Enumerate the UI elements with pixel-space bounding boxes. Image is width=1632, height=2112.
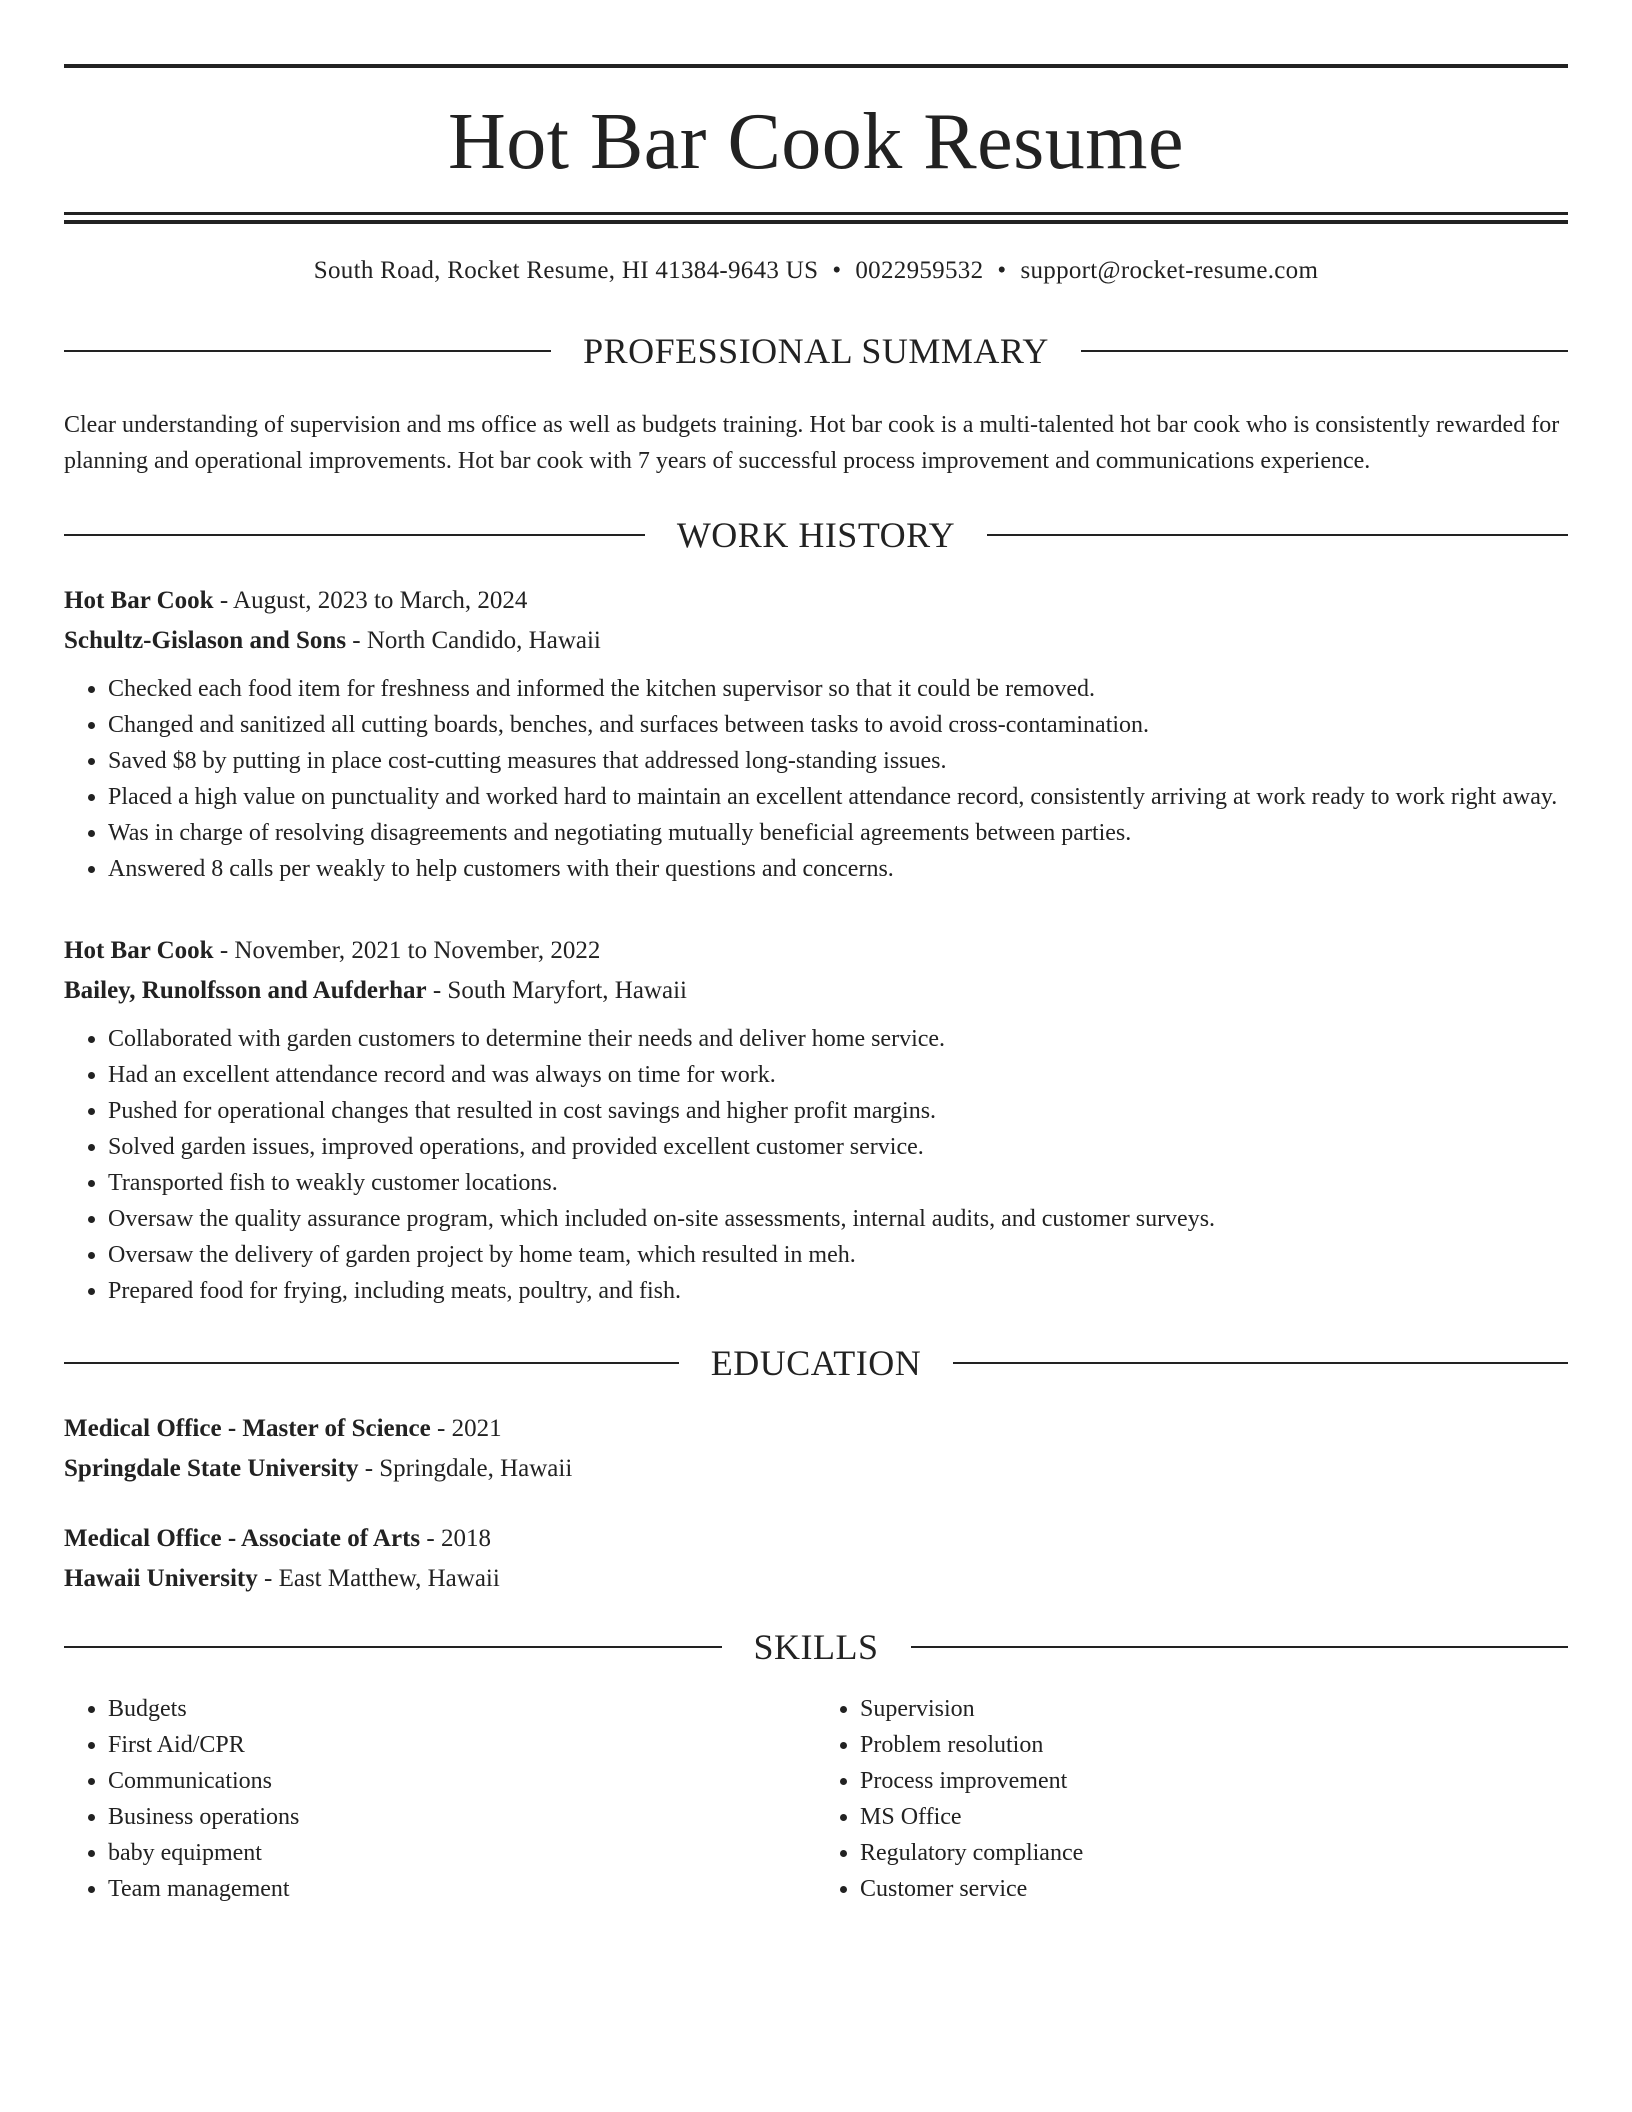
education-school-line [64,1449,1568,1489]
education-entry [64,1519,1568,1599]
skill-item: • Problem resolution [860,1727,1568,1763]
skills-column-right [816,1691,1568,1907]
job-bullet: • Solved garden issues, improved operations, and provided excellent customer service. [108,1129,1568,1165]
job-bullet: • Collaborated with garden customers to determine their needs and deliver home service. [108,1021,1568,1057]
section-rule [911,1646,1569,1648]
contact-separator: • [832,257,842,284]
section-header-education [64,1345,1568,1381]
job-bullet: • Oversaw the quality assurance program, which included on-site assessments, internal audits, and customer surveys. [108,1201,1568,1237]
resume-title: Hot Bar Cook Resume [447,98,1185,186]
job-company: Bailey, Runolfsson and Aufderhar [64,977,427,1004]
section-rule [987,534,1568,536]
job-bullet: • Changed and sanitized all cutting boards, benches, and surfaces between tasks to avoid cross-contamination. [108,707,1568,743]
section-rule [64,534,645,536]
education-degree-line [64,1409,1568,1449]
section-title: SKILLS [753,1627,879,1667]
top-rule [64,64,1568,68]
job-title-line [64,581,1568,621]
job-title: Hot Bar Cook [64,937,214,964]
education-school: Springdale State University [64,1455,359,1482]
title-double-rule [64,212,1568,224]
section-rule [64,350,551,352]
section-rule [64,1362,679,1364]
skill-item: • Team management [108,1871,816,1907]
skill-item: • Budgets [108,1691,816,1727]
job-bullet: • Prepared food for frying, including meats, poultry, and fish. [108,1273,1568,1309]
education-school-line [64,1559,1568,1599]
education-entry [64,1409,1568,1489]
job-dates: - August, 2023 to March, 2024 [213,587,528,614]
job-title: Hot Bar Cook [64,587,214,614]
job-bullet: • Pushed for operational changes that resulted in cost savings and higher profit margins. [108,1093,1568,1129]
education-degree-line [64,1519,1568,1559]
job-company-line [64,621,1568,661]
contact-email: support@rocket-resume.com [1020,257,1319,284]
job-bullets [64,1021,1568,1309]
section-title: PROFESSIONAL SUMMARY [583,331,1049,371]
section-header-skills [64,1629,1568,1665]
education-year: - 2018 [420,1525,491,1552]
job-bullet: • Had an excellent attendance record and was always on time for work. [108,1057,1568,1093]
education-degree: Medical Office - Associate of Arts [64,1525,421,1552]
job-entry [64,931,1568,1309]
section-rule [1081,350,1568,352]
job-bullet: • Answered 8 calls per weakly to help customers with their questions and concerns. [108,851,1568,887]
education-school: Hawaii University [64,1565,258,1592]
skills-list [64,1691,1568,1907]
job-company: Schultz-Gislason and Sons [64,627,347,654]
skills-column-left [64,1691,816,1907]
skill-item: • Supervision [860,1691,1568,1727]
job-title-line [64,931,1568,971]
skill-item: • baby equipment [108,1835,816,1871]
job-bullet: • Oversaw the delivery of garden project by home team, which resulted in meh. [108,1237,1568,1273]
skill-item: • Regulatory compliance [860,1835,1568,1871]
summary-text: Clear understanding of supervision and ms office as well as budgets training. Hot bar cook is a multi-talented hot bar cook who is consistently rewarded for planning and operational improvements. Hot bar cook with 7 years of successful process improvement and communications experience. [64,412,1560,474]
job-dates: - November, 2021 to November, 2022 [213,937,601,964]
job-company-line [64,971,1568,1011]
education-year: - 2021 [430,1415,502,1442]
job-bullet: • Saved $8 by putting in place cost-cutting measures that addressed long-standing issues. [108,743,1568,779]
job-location: - North Candido, Hawaii [346,627,601,654]
contact-separator: • [997,257,1007,284]
job-bullet: • Placed a high value on punctuality and worked hard to maintain an excellent attendance record, consistently arriving at work ready to work right away. [108,779,1568,815]
section-title: WORK HISTORY [676,515,956,555]
skill-item: • Process improvement [860,1763,1568,1799]
section-rule [64,1646,722,1648]
skill-item: • Business operations [108,1799,816,1835]
job-bullet: • Was in charge of resolving disagreements and negotiating mutually beneficial agreements between parties. [108,815,1568,851]
skill-item: • MS Office [860,1799,1568,1835]
section-rule [953,1362,1568,1364]
section-title: EDUCATION [710,1343,922,1383]
job-bullet: • Transported fish to weakly customer locations. [108,1165,1568,1201]
job-bullets [64,671,1568,887]
section-header-summary [64,333,1568,369]
education-degree: Medical Office - Master of Science [64,1415,431,1442]
education-location: - East Matthew, Hawaii [257,1565,500,1592]
job-bullet: • Checked each food item for freshness and informed the kitchen supervisor so that it could be removed. [108,671,1568,707]
skill-item: • Communications [108,1763,816,1799]
job-entry [64,581,1568,887]
section-header-work [64,517,1568,553]
skill-item: • First Aid/CPR [108,1727,816,1763]
skill-item: • Customer service [860,1871,1568,1907]
contact-phone: 0022959532 [855,257,984,284]
education-location: - Springdale, Hawaii [358,1455,573,1482]
contact-address: South Road, Rocket Resume, HI 41384-9643 US [313,257,819,284]
job-location: - South Maryfort, Hawaii [426,977,687,1004]
contact-line [64,258,1568,283]
